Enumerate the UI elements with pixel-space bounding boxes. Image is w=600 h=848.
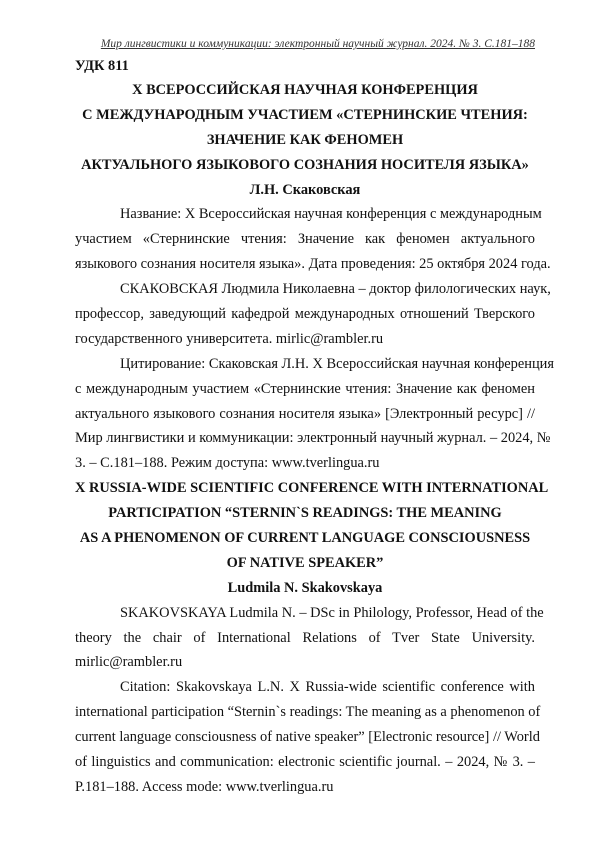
title-line: AS A PHENOMENON OF CURRENT LANGUAGE CONSCIOUSNESS [75, 526, 535, 551]
text-line: P.181–188. Access mode: www.tverlingua.ru [75, 775, 535, 800]
text-line: Citation: Skakovskaya L.N. X Russia-wide scientific conference with [75, 675, 535, 700]
text-line: актуального языкового сознания носителя языка» [Электронный ресурс] // [75, 402, 535, 427]
ru-title [75, 78, 535, 178]
en-author: Ludmila N. Skakovskaya [75, 576, 535, 601]
text-line: участием «Стернинские чтения: Значение как феномен актуального [75, 227, 535, 252]
text-line: SKAKOVSKAYA Ludmila N. – DSc in Philology, Professor, Head of the [75, 601, 535, 626]
text-line: СКАКОВСКАЯ Людмила Николаевна – доктор филологических наук, [75, 277, 535, 302]
text-line: профессор, заведующий кафедрой международных отношений Тверского [75, 302, 535, 327]
title-line: С МЕЖДУНАРОДНЫМ УЧАСТИЕМ «СТЕРНИНСКИЕ ЧТЕНИЯ: [75, 103, 535, 128]
text-line: international participation “Sternin`s readings: The meaning as a phenomenon of [75, 700, 535, 725]
ru-name-paragraph [75, 202, 535, 277]
running-header: Мир лингвистики и коммуникации: электронный научный журнал. 2024. № 3. С.181–188 [75, 34, 535, 54]
document-page [75, 34, 535, 800]
title-line: PARTICIPATION “STERNIN`S READINGS: THE MEANING [75, 501, 535, 526]
text-line: Цитирование: Скаковская Л.Н. X Всероссийская научная конференция [75, 352, 535, 377]
ru-author-paragraph [75, 277, 535, 352]
text-line: of linguistics and communication: electronic scientific journal. – 2024, № 3. – [75, 750, 535, 775]
ru-author: Л.Н. Скаковская [75, 178, 535, 203]
text-line: current language consciousness of native speaker” [Electronic resource] // World [75, 725, 535, 750]
en-title [75, 476, 535, 576]
title-line: ЗНАЧЕНИЕ КАК ФЕНОМЕН [75, 128, 535, 153]
text-line: государственного университета. mirlic@rambler.ru [75, 327, 535, 352]
text-line: 3. – С.181–188. Режим доступа: www.tverlingua.ru [75, 451, 535, 476]
title-line: OF NATIVE SPEAKER” [75, 551, 535, 576]
ru-citation-paragraph [75, 352, 535, 476]
title-line: X RUSSIA-WIDE SCIENTIFIC CONFERENCE WITH INTERNATIONAL [75, 476, 535, 501]
title-line: АКТУАЛЬНОГО ЯЗЫКОВОГО СОЗНАНИЯ НОСИТЕЛЯ ЯЗЫКА» [75, 153, 535, 178]
text-line: Название: X Всероссийская научная конференция с международным [75, 202, 535, 227]
text-line: языкового сознания носителя языка». Дата проведения: 25 октября 2024 года. [75, 252, 535, 277]
text-line: с международным участием «Стернинские чтения: Значение как феномен [75, 377, 535, 402]
text-line: mirlic@rambler.ru [75, 650, 535, 675]
text-line: Мир лингвистики и коммуникации: электронный научный журнал. – 2024, № [75, 426, 535, 451]
en-citation-paragraph [75, 675, 535, 799]
udk-code: УДК 811 [75, 54, 535, 78]
title-line: X ВСЕРОССИЙСКАЯ НАУЧНАЯ КОНФЕРЕНЦИЯ [75, 78, 535, 103]
en-author-paragraph [75, 601, 535, 676]
text-line: theory the chair of International Relations of Tver State University. [75, 626, 535, 651]
